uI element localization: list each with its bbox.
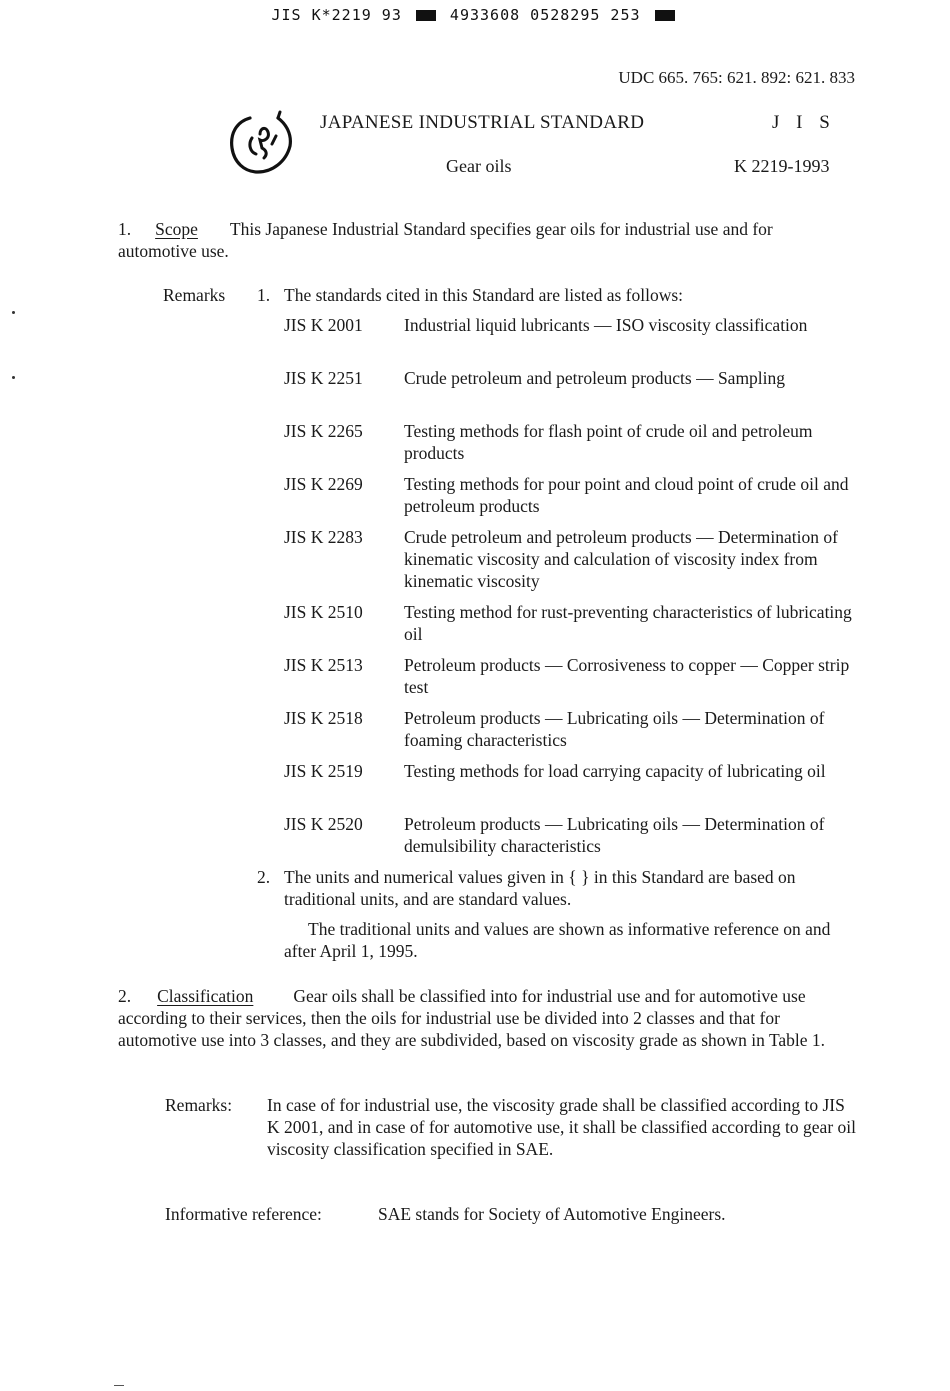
standard-code: JIS K 2251 bbox=[284, 368, 363, 388]
barcode-block bbox=[655, 10, 675, 21]
jis-mark: J I S bbox=[772, 112, 836, 133]
barcode-text-left: JIS K*2219 93 bbox=[271, 6, 402, 24]
document-barcode-line bbox=[0, 6, 950, 24]
section-scope bbox=[118, 218, 848, 262]
remarks-label: Remarks bbox=[163, 285, 226, 305]
standard-code: JIS K 2510 bbox=[284, 602, 363, 622]
remarks-item-text: The units and numerical values given in { } in this Standard are based on traditional units, and are standard values. bbox=[284, 867, 796, 909]
informative-reference-text: SAE stands for Society of Automotive Engineers. bbox=[378, 1204, 726, 1224]
standard-code: JIS K 2519 bbox=[284, 761, 363, 781]
standard-number: K 2219-1993 bbox=[734, 156, 830, 176]
remarks-item-text: The standards cited in this Standard are listed as follows: bbox=[284, 285, 684, 305]
document-subject: Gear oils bbox=[446, 156, 512, 176]
barcode-text-mid: 4933608 0528295 253 bbox=[449, 6, 641, 24]
scan-speck bbox=[12, 376, 15, 379]
standard-title: Crude petroleum and petroleum products — Sampling bbox=[404, 368, 786, 388]
remarks-item-number: 1. bbox=[257, 285, 271, 305]
standard-code: JIS K 2269 bbox=[284, 474, 363, 494]
standard-title: Petroleum products — Lubricating oils — Determination of demulsibility characteristics bbox=[404, 814, 825, 856]
standard-code: JIS K 2265 bbox=[284, 421, 363, 441]
standard-title: Petroleum products — Corrosiveness to copper — Copper strip test bbox=[404, 655, 850, 697]
udc-number: UDC 665. 765: 621. 892: 621. 833 bbox=[618, 68, 855, 87]
standard-title: Petroleum products — Lubricating oils — Determination of foaming characteristics bbox=[404, 708, 825, 750]
scope-text: This Japanese Industrial Standard specifies gear oils for industrial use and for automotive use. bbox=[118, 219, 773, 261]
remarks-label: Remarks: bbox=[165, 1095, 233, 1115]
standard-title: Testing methods for pour point and cloud point of crude oil and petroleum products bbox=[404, 474, 849, 516]
standard-code: JIS K 2001 bbox=[284, 315, 363, 335]
standard-title: Crude petroleum and petroleum products — Determination of kinematic viscosity and calculation of viscosity index from kinematic viscosity bbox=[404, 527, 838, 591]
section-number: 2. bbox=[118, 986, 132, 1006]
jis-logo-icon bbox=[226, 108, 298, 178]
standard-title: Testing method for rust-preventing characteristics of lubricating oil bbox=[404, 602, 852, 644]
informative-reference-label: Informative reference: bbox=[165, 1204, 322, 1224]
remarks-text: In case of for industrial use, the viscosity grade shall be classified according to JIS K 2001, and in case of for automotive use, it shall be classified according to gear oil viscosity classification specified in SAE. bbox=[267, 1095, 856, 1159]
standard-title: Testing methods for load carrying capacity of lubricating oil bbox=[404, 761, 826, 781]
standard-code: JIS K 2513 bbox=[284, 655, 363, 675]
section-number: 1. bbox=[118, 219, 132, 239]
section-classification bbox=[118, 985, 853, 1051]
standard-code: JIS K 2283 bbox=[284, 527, 363, 547]
section-heading-classification: Classification bbox=[157, 986, 254, 1006]
remarks-item-number: 2. bbox=[257, 867, 271, 887]
standard-title: Industrial liquid lubricants — ISO viscosity classification bbox=[404, 315, 808, 335]
section-heading-scope: Scope bbox=[155, 219, 198, 239]
classification-text: Gear oils shall be classified into for industrial use and for automotive use according to their services, then the oils for industrial use be divided into 2 classes and that for automotive use into 3 classes, and they are subdivided, based on viscosity grade as shown in Table 1. bbox=[118, 986, 826, 1050]
org-title: JAPANESE INDUSTRIAL STANDARD bbox=[320, 112, 645, 133]
barcode-block bbox=[416, 10, 436, 21]
standard-code: JIS K 2518 bbox=[284, 708, 363, 728]
standard-title: Testing methods for flash point of crude oil and petroleum products bbox=[404, 421, 813, 463]
remarks-item-note bbox=[284, 918, 844, 962]
scan-mark bbox=[114, 1385, 124, 1386]
scan-speck bbox=[12, 311, 15, 314]
standard-code: JIS K 2520 bbox=[284, 814, 363, 834]
remarks-note-text: The traditional units and values are shown as informative reference on and after April 1, 1995. bbox=[284, 919, 831, 961]
